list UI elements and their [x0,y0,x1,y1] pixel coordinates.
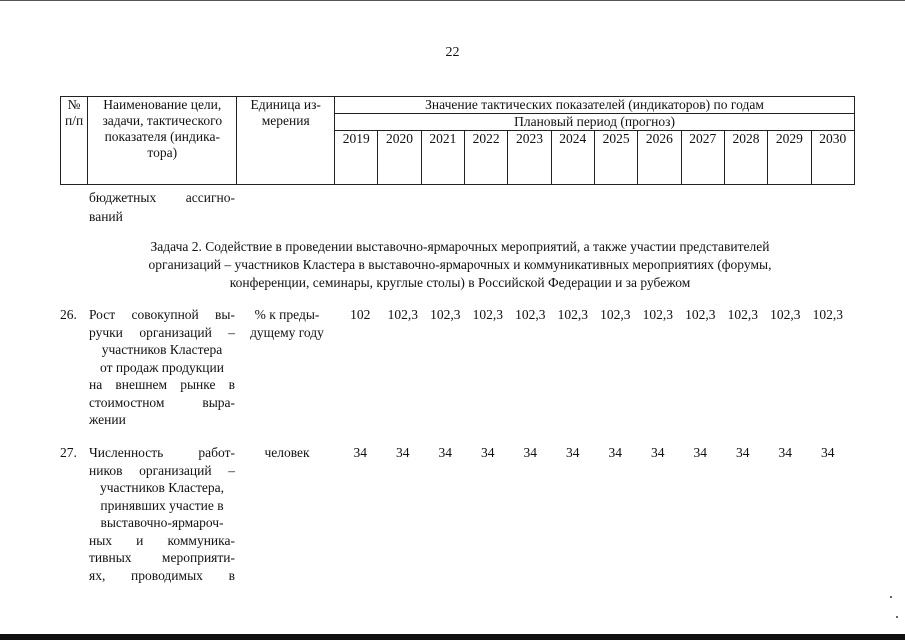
row-number: 26. [60,307,77,322]
value-cell: 102,3 [557,307,588,322]
value-cell: 102,3 [472,307,503,322]
value-cell: 102,3 [770,307,801,322]
value-cell: 102,3 [430,307,461,322]
col-unit-header: Единица из- мерения [237,97,335,185]
indicator-values [339,444,849,462]
year-header: 2019 [335,131,378,185]
value-cell: 102,3 [812,307,843,322]
value-cell: 102,3 [387,307,418,322]
year-header: 2030 [811,131,855,185]
planned-period-header: Плановый период (прогноз) [335,114,855,131]
scan-bottom-edge [0,634,905,640]
year-header: 2028 [724,131,767,185]
value-cell: 34 [566,445,580,460]
row-number: 27. [60,445,77,460]
year-header: 2022 [465,131,508,185]
year-header: 2020 [378,131,421,185]
scan-top-edge [0,0,905,1]
task-heading: Задача 2. Содействие в проведении выставочно-ярмарочных мероприятий, а также участии представителей организаций – участников Кластера в выставочно-ярмарочных и коммуникативных мероприятиях (форумы, конференции, семинары, круглые столы) в Российской Федерации и за рубежом [148,239,772,290]
col-name-header: Наименование цели, задачи, тактического показателя (индика- тора) [88,97,237,185]
year-header: 2024 [551,131,594,185]
col-num-header: № п/п [61,97,88,185]
value-cell: 34 [481,445,495,460]
value-cell: 102,3 [727,307,758,322]
value-cell: 34 [736,445,750,460]
value-cell: 102,3 [642,307,673,322]
indicator-name: Численность работ- ников организаций – участников Кластера, принявших участие в выставочно-ярмароч- ных и коммуника- тивных мероприяти- ях, проводимых в [89,445,235,583]
value-cell: 34 [523,445,537,460]
indicator-unit: % к преды- дущему году [250,307,324,340]
indicator-name: Рост совокупной вы- ручки организаций – участников Кластера от продаж продукции на внешнем рынке в стоимостном выра- жении [89,307,235,427]
year-header: 2021 [421,131,464,185]
indicator-values-header: Значение тактических показателей (индикаторов) по годам [335,97,855,114]
year-header: 2025 [594,131,637,185]
year-header: 2026 [638,131,681,185]
value-cell: 34 [396,445,410,460]
value-cell: 34 [821,445,835,460]
value-cell: 34 [651,445,665,460]
scan-speck [896,616,898,618]
year-header: 2029 [768,131,811,185]
scan-speck [890,596,892,598]
value-cell: 102,3 [515,307,546,322]
value-cell: 34 [353,445,367,460]
continued-row-text: бюджетных ассигно- ваний [89,190,235,224]
indicator-values [339,306,849,324]
indicator-unit: человек [264,445,310,460]
value-cell: 102 [350,307,371,322]
year-header: 2023 [508,131,551,185]
value-cell: 102,3 [600,307,631,322]
year-header: 2027 [681,131,724,185]
value-cell: 34 [778,445,792,460]
value-cell: 34 [438,445,452,460]
value-cell: 102,3 [685,307,716,322]
page-number: 22 [445,45,460,60]
value-cell: 34 [693,445,707,460]
value-cell: 34 [608,445,622,460]
table-header [60,96,855,185]
